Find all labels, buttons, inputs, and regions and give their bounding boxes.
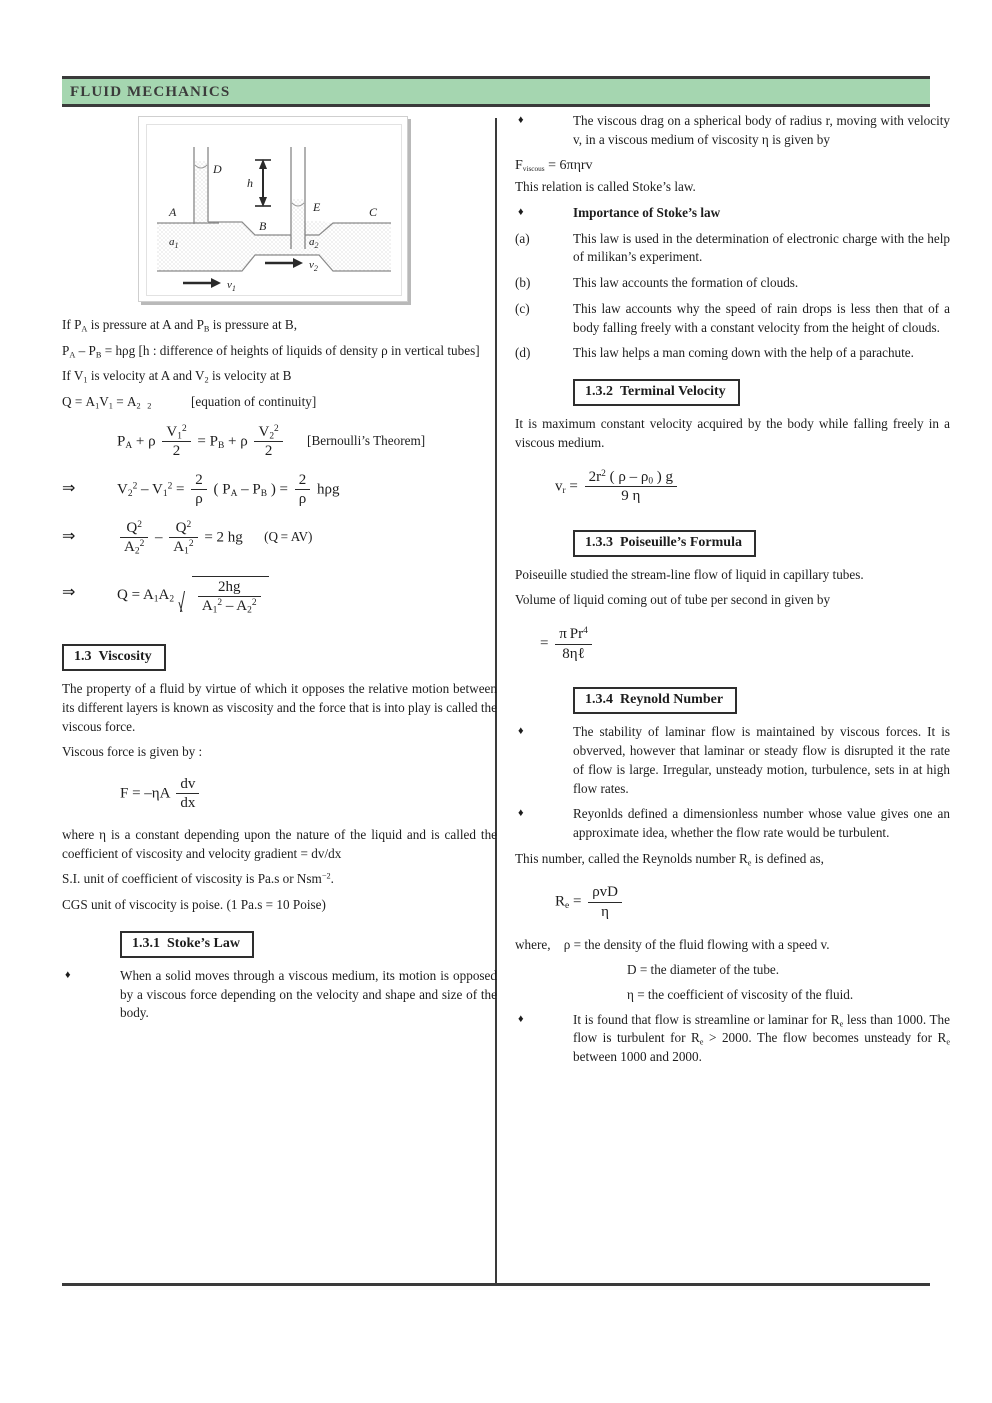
importance-item-b-text: This law accounts the formation of clouds.: [573, 275, 799, 291]
pressure-statement: If $P_A$ is pressure at A and $P_B$ is pressure at B,: [62, 317, 298, 334]
poiseuille-definition: Poiseuille studied the stream-line flow of liquid in capillary tubes.: [515, 566, 864, 582]
figure-label-a1: $a_1$: [169, 236, 179, 250]
stokes-section-wrap: [62, 922, 497, 967]
poiseuille-section-number: 1.3.3: [585, 534, 613, 550]
discharge-equation-line: [62, 576, 497, 615]
figure-label-v1: $v_1$: [227, 279, 236, 293]
continuity-note: [equation of continuity]: [190, 394, 317, 410]
reynold-section-number: 1.3.4: [585, 692, 613, 708]
terminal-velocity-equation: $v_r$ = $\frac{2r^2 ( \rho - \rho_0 ) g}{9 \eta}$: [555, 469, 680, 505]
figure-label-E: E: [313, 200, 321, 214]
section-heading-reynold-number: [573, 687, 737, 714]
page-header: [62, 76, 930, 107]
pressure-sub-b: B: [203, 324, 210, 334]
section-heading-poiseuille: [573, 530, 756, 557]
figure-label-v2: $v_2$: [309, 259, 318, 273]
rho-symbol: ρ: [563, 937, 571, 953]
diamond-bullet-icon: ♦: [65, 969, 71, 981]
section-heading-terminal-velocity: [573, 379, 740, 406]
list-marker-c: (c): [515, 300, 530, 316]
stokes-law-bullet-text: When a solid moves through a viscous medium, its motion is opposed by a viscous force depending on the velocity and shape and size of the body.: [120, 968, 497, 1021]
velocity-squared-equation: $V_2^2 - V_1^2$ = $\frac{2}{\rho}$ ( $P_A - P_B$ ) = $\frac{2}{\rho}$ hρg: [117, 471, 340, 508]
reynold-final-sub-1: e: [839, 1018, 844, 1028]
bernoulli-equation: $P_A + \rho$ $\frac{V_1^2}{2}$ = $P_B + \rho$ $\frac{V_2^2}{2}$: [117, 424, 286, 460]
figure-label-D: D: [213, 162, 222, 176]
velocity-mid: is velocity at A and: [90, 368, 192, 384]
list-item: [515, 1011, 950, 1067]
reynold-defined-post: is defined as,: [751, 850, 824, 866]
reynold-bullet-2-text: Reyonlds defined a dimensionless number whose value gives one an approximate idea, whether the flow rate would be turbulent.: [573, 806, 950, 840]
list-marker-b: (b): [515, 275, 531, 291]
where-D-line: D = the diameter of the tube.: [627, 962, 780, 978]
importance-heading: Importance of Stoke’s law: [573, 204, 721, 220]
continuity-equation: $Q = A_1V_1 = A_2$ $_2$ [equation of continuity]: [62, 394, 317, 411]
reynold-section-title: Reynold Number: [620, 692, 724, 708]
section-heading-stokes-law: [120, 931, 254, 958]
diamond-bullet-icon: ♦: [518, 807, 524, 820]
pressure-mid-2: is pressure at B,: [212, 317, 298, 332]
reynold-section-wrap: [515, 678, 950, 723]
reynold-bullet-1-text: The stability of laminar flow is maintained by viscous forces. It is obverved, however that laminar or steady flow is disrupted it the rate of flow is large. Irregular, unsteady motion, turbulence, sets in at high flow rates.: [573, 724, 950, 796]
poiseuille-section-wrap: [515, 521, 950, 566]
figure-label-A: A: [169, 205, 177, 219]
eta-symbol: η: [627, 986, 634, 1002]
diamond-bullet-icon: ♦: [518, 1012, 524, 1025]
list-marker-d: (d): [515, 345, 531, 361]
importance-item-d-text: This law helps a man coming down with the help of a parachute.: [573, 345, 914, 361]
stokes-section-title: Stoke’s Law: [167, 935, 240, 951]
page-title: FLUID MECHANICS: [70, 84, 231, 100]
where-rho-line: [515, 936, 950, 955]
stokes-formula: $F_{viscous} = 6\pi\eta rv$: [515, 158, 593, 174]
list-marker-a: (a): [515, 230, 530, 246]
poiseuille-equation: = $\frac{\pi Pr^4}{\text{8ηℓ}}$: [540, 626, 595, 662]
discharge-equation: $Q = A_1A_2$ $\frac{2hg}{A_1^2 - A_2^2}$: [117, 576, 269, 615]
footer-rule: [62, 1283, 930, 1286]
reynold-final-sub-2: e: [699, 1037, 704, 1047]
figure-label-C: C: [369, 205, 378, 219]
list-item: [515, 112, 950, 149]
viscous-drag-text: The viscous drag on a spherical body of radius r, moving with velocity v, in a viscous medium of viscosity η is given by: [573, 113, 950, 147]
viscosity-section-title: Viscosity: [98, 648, 152, 664]
eta-explanation-rest: liquid and is called the coefficient of viscosity and velocity gradient = dv/dx: [62, 826, 498, 861]
header-green-bar: [62, 79, 930, 104]
header-rule-bottom: [62, 104, 930, 107]
where-label: where,: [515, 937, 551, 953]
si-unit-exponent: −2: [321, 872, 331, 882]
poiseuille-section-title: Poiseuille’s Formula: [620, 534, 742, 550]
diamond-bullet-icon: ♦: [518, 114, 524, 126]
reynold-defined-text: [515, 850, 950, 869]
cgs-unit-statement: CGS unit of viscocity is poise. (1 Pa.s = 10 Poise): [62, 897, 326, 913]
diamond-bullet-icon: ♦: [518, 725, 524, 738]
list-item: [515, 723, 950, 798]
poiseuille-volume-text: Volume of liquid coming out of tube per second in given by: [515, 592, 831, 608]
viscous-force-equation-line: [62, 776, 497, 812]
terminal-velocity-definition: It is maximum constant velocity acquired by the body while falling freely in a viscous medium.: [515, 416, 950, 450]
velocity-post: is velocity at B: [211, 368, 292, 384]
venturi-meter-figure: [138, 116, 408, 302]
q-squared-equation: $\frac{Q^2}{A_2^2}$ – $\frac{Q^2}{A_1^2}$ = 2 hg: [117, 520, 243, 556]
list-item: [515, 230, 950, 267]
viscous-force-equation: F = –ηA $\frac{dv}{dx}$: [120, 776, 202, 812]
importance-item-a-text: This law is used in the determination of electronic charge with the help of milikan’s experiment.: [573, 230, 950, 265]
section-heading-viscosity: [62, 644, 166, 671]
reynold-final-sub-3: e: [946, 1037, 950, 1047]
list-item: [62, 967, 497, 1023]
qav-note: (Q = AV): [264, 529, 313, 545]
terminal-section-title: Terminal Velocity: [620, 384, 726, 400]
terminal-section-number: 1.3.2: [585, 384, 613, 400]
reynold-final-a: It is found that flow is streamline or laminar for R: [573, 1011, 840, 1027]
velocity-statement: If $V_1$ is velocity at A and $V_2$ is velocity at B: [62, 368, 292, 385]
list-item: [515, 805, 950, 842]
diamond-bullet-icon: ♦: [518, 205, 524, 218]
list-item: [515, 344, 950, 363]
figure-label-B: B: [259, 219, 267, 233]
poiseuille-equation-line: [515, 626, 950, 662]
list-item: [515, 204, 950, 223]
viscosity-section-number: 1.3: [74, 648, 92, 664]
list-item: [515, 300, 950, 337]
list-item: [515, 274, 950, 293]
where-eta-line: [627, 986, 950, 1005]
reynold-final-b: less than 1000. The flow is turbulent for R: [573, 1011, 951, 1046]
si-unit-period: .: [330, 871, 334, 887]
velocity-squared-equation-line: [62, 472, 497, 508]
where-eta-text: = the coefficient of viscosity of the fluid.: [637, 986, 854, 1002]
implies-arrow-1: ⇒: [62, 479, 76, 497]
pressure-difference-note: [h : difference of heights of liquids of density ρ in vertical tubes]: [138, 342, 480, 358]
right-column: [515, 112, 950, 1074]
where-rho-text: = the density of the fluid flowing with a speed v.: [573, 937, 830, 953]
eta-explanation-post: is a constant depending upon the nature of the: [110, 826, 367, 842]
viscous-force-intro: Viscous force is given by :: [62, 744, 203, 760]
figure-label-a2: $a_2$: [309, 236, 319, 250]
bernoulli-note: [Bernoulli’s Theorem]: [307, 433, 426, 449]
terminal-velocity-equation-line: [515, 469, 950, 505]
viscosity-definition: The property of a fluid by virtue of which it opposes the relative motion between its different layers is known as viscosity and the force that is into play is called the viscous force.: [62, 681, 497, 734]
terminal-velocity-section-wrap: [515, 370, 950, 415]
reynold-final-c: > 2000. The flow becomes unsteady for R: [703, 1030, 947, 1046]
venturi-meter-svg: [147, 125, 401, 295]
left-column: [62, 112, 497, 1030]
reynold-final-text: [573, 1011, 950, 1067]
implies-arrow-2: ⇒: [62, 527, 76, 545]
velocity-prefix: If V: [62, 368, 84, 384]
pressure-prefix: If P: [62, 317, 82, 332]
q-squared-equation-line: [62, 520, 497, 556]
figure-label-h: h: [247, 176, 253, 190]
reynold-equation-line: [515, 884, 950, 920]
reynold-final-d: between 1000 and 2000.: [573, 1049, 702, 1065]
implies-arrow-3: ⇒: [62, 583, 76, 601]
stokes-section-number: 1.3.1: [132, 935, 160, 951]
pressure-difference-equation: $P_A - P_B = h\rho g$ [h : difference of heights of liquids of density ρ in vertical tubes]: [62, 342, 480, 360]
reynold-equation: $R_e$ = $\frac{\text{ρvD}}{\eta}$: [555, 884, 625, 920]
si-unit-text: S.I. unit of coefficient of viscosity is Pa.s or Nsm: [62, 871, 322, 887]
bernoulli-equation-line: [62, 424, 497, 460]
stokes-relation-text: This relation is called Stoke’s law.: [515, 179, 696, 195]
viscosity-section-wrap: [62, 635, 497, 680]
pressure-mid-1: is pressure at A and: [90, 317, 194, 332]
reynold-defined-pre: This number, called the Reynolds number R: [515, 850, 748, 866]
eta-explanation: where η is a constant depending upon the nature of the liquid and is called the coefficient of viscosity and velocity gradient = dv/dx: [62, 826, 498, 861]
si-unit-statement: [62, 870, 497, 889]
importance-item-c-text: This law accounts why the speed of rain drops is less then that of a body falling freely with a constant velocity from the height of clouds.: [573, 300, 950, 335]
eta-explanation-pre: where: [62, 826, 95, 842]
pressure-sub-a: A: [81, 324, 88, 334]
reynold-defined-sub: e: [747, 858, 752, 868]
